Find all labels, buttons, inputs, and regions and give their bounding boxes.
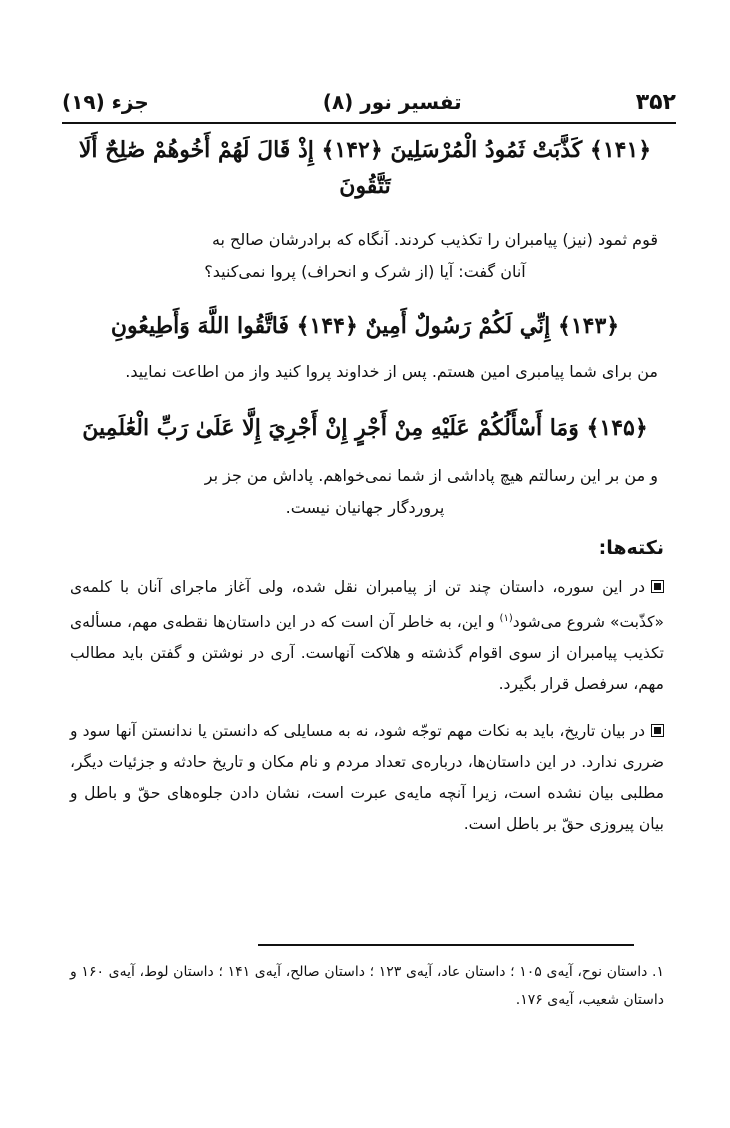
- note-text: و این، به خاطر آن است که در این داستان‌ها نقطه‌ی مهم، مسأله‌ی تکذیب پیامبران از سوی اقوام گذشته و هلاکت آنهاست. آری در نوشتن و گفتن باید مطالب مهم، سرفصل قرار بگیرد.: [70, 613, 664, 694]
- notes-heading: نکته‌ها:: [598, 537, 664, 559]
- translation-line: پروردگار جهانیان نیست.: [285, 498, 445, 517]
- verse-145: ﴿۱۴۵﴾ وَمَا أَسْأَلُكُمْ عَلَيْهِ مِنْ أَجْرٍ إِنْ أَجْرِيَ إِلَّا عَلَىٰ رَبِّ الْعَٰلَمِينَ: [82, 415, 648, 441]
- book-title: تفسیر نور (۸): [322, 90, 462, 114]
- note-text: در این سوره، داستان چند تن از پیامبران نقل شده، ولی آغاز ماجرای آنان با کلمه‌ی «کذّبت» شروع می‌شود: [70, 578, 664, 632]
- footnote-divider: [258, 944, 634, 946]
- footnote: ۱. داستان نوح، آیه‌ی ۱۰۵ ؛ داستان عاد، آیه‌ی ۱۲۳ ؛ داستان صالح، آیه‌ی ۱۴۱ ؛ داستان لوط، آیه‌ی ۱۶۰ و داستان شعیب، آیه‌ی ۱۷۶.: [70, 964, 664, 1008]
- note-text: در بیان تاریخ، باید به نکات مهم توجّه شود، نه به مسایلی که دانستن یا ندانستن آنها سود و ضرری ندارد. در این داستان‌ها، درباره‌ی تعداد مردم و نام مکان و تاریخ حادثه و جزئیات دیگر، مطلبی بیان نشده است، زیرا آنچه مایه‌ی عبرت است، نشان دادن جلوه‌های حقّ و باطل و بیان پیروزی حقّ بر باطل است.: [70, 722, 664, 833]
- translation-line: آنان گفت: آیا (از شرک و انحراف) پروا نمی‌کنید؟: [204, 262, 526, 281]
- footnote-marker[interactable]: (۱): [499, 613, 513, 624]
- page-header: [62, 82, 676, 124]
- verse-141-142: ﴿۱۴۱﴾ كَذَّبَتْ ثَمُودُ الْمُرْسَلِينَ ﴿۱۴۲﴾ إِذْ قَالَ لَهُمْ أَخُوهُمْ صَٰلِحٌ أَلَا تَتَّقُونَ: [78, 137, 652, 199]
- translation-line: و من بر این رسالتم هیچ پاداشی از شما نمی‌خواهم. پاداش من جز بر: [204, 466, 658, 485]
- page-number: ۳۵۲: [635, 89, 676, 115]
- note-bullet-2: [70, 716, 664, 840]
- bullet-box-icon: [651, 724, 664, 737]
- translation-141-142: [72, 224, 658, 288]
- juz-label: جزء (۱۹): [62, 90, 149, 114]
- translation-145: [72, 460, 658, 524]
- bullet-box-icon: [651, 580, 664, 593]
- translation-line: قوم ثمود (نیز) پیامبران را تکذیب کردند. آنگاه که برادرشان صالح به: [211, 230, 658, 249]
- translation-143-144: من برای شما پیامبری امین هستم. پس از خداوند پروا کنید واز من اطاعت نمایید.: [125, 362, 658, 381]
- note-bullet-1: [70, 572, 664, 700]
- verse-143-144: ﴿۱۴۳﴾ إِنِّي لَكُمْ رَسُولٌ أَمِينٌ ﴿۱۴۴﴾ فَاتَّقُوا اللَّهَ وَأَطِيعُونِ: [110, 313, 620, 339]
